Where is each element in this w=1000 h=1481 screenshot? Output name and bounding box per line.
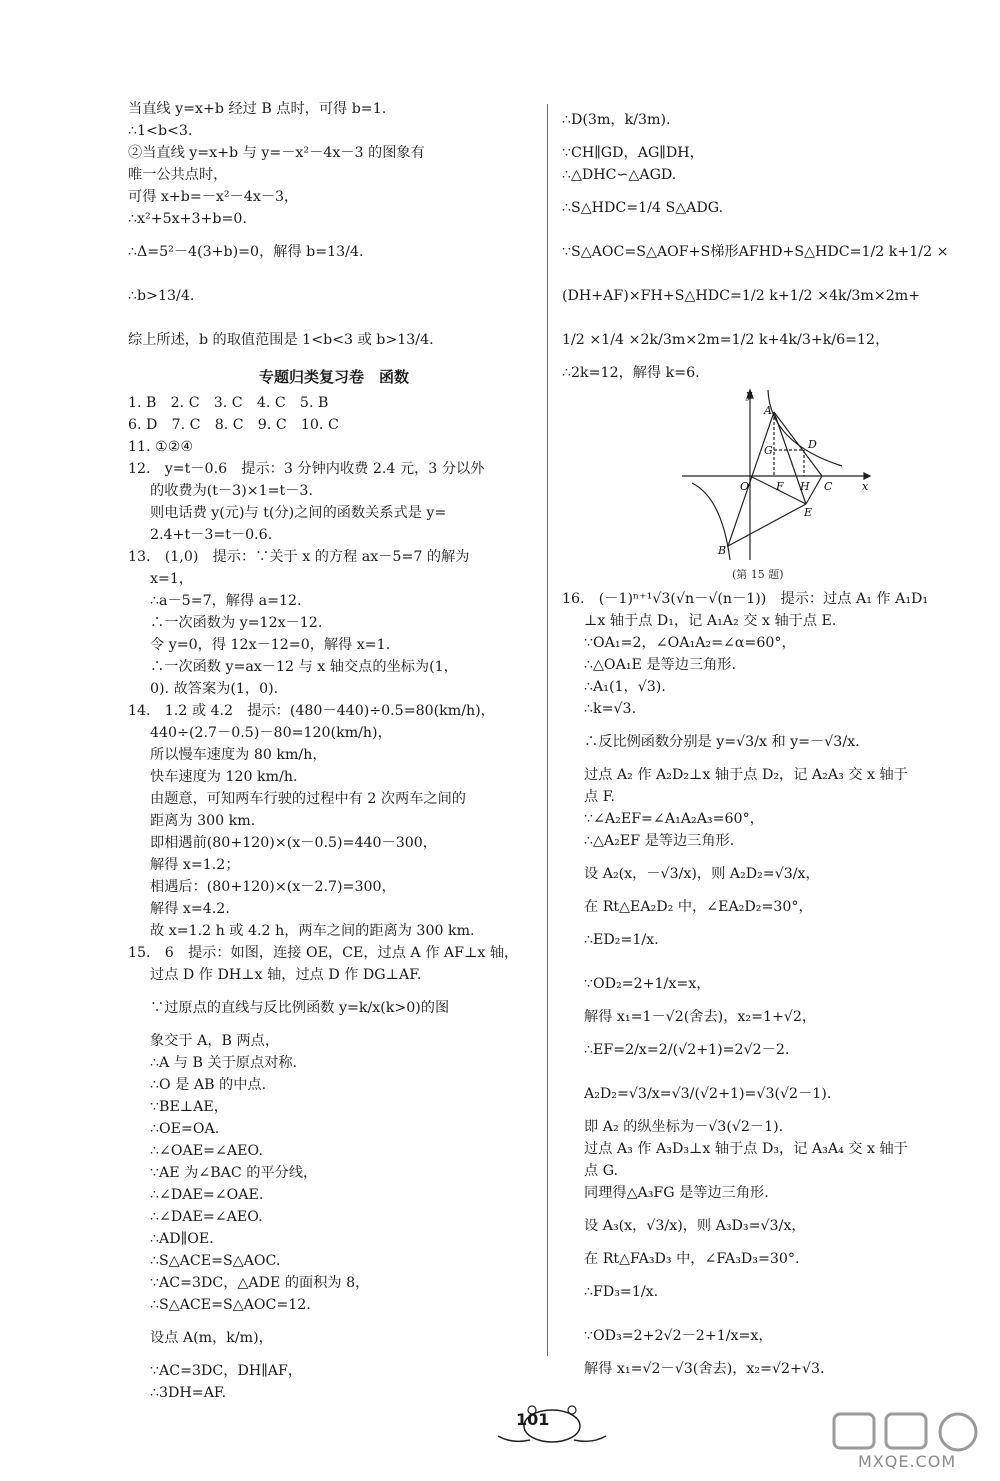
- answer-line: 11. ①②④: [128, 439, 194, 455]
- answer-line: ∴∠DAE=∠OAE.: [150, 1187, 264, 1203]
- label-F: F: [776, 480, 784, 493]
- answer-line: 解得 x=4.2.: [150, 901, 230, 917]
- text-line: 解得 x₁=1－√2(舍去)，x₂=1+√2，: [584, 1009, 817, 1025]
- text-line: ∴b>13/4.: [128, 288, 195, 304]
- text-line: 综上所述，b 的取值范围是 1<b<3 或 b>13/4.: [128, 332, 434, 348]
- watermark-icon: [830, 1410, 990, 1456]
- text-line: ∴k=√3.: [584, 701, 637, 717]
- answer-line: 13. (1,0) 提示：∵关于 x 的方程 ax－5=7 的解为: [128, 549, 470, 565]
- page-footer: [492, 1400, 612, 1450]
- answer-line: 2.4+t－3=t－0.6.: [150, 527, 273, 543]
- answer-line: ∵AE 为∠BAC 的平分线，: [150, 1165, 318, 1181]
- text-line: ∴FD₃=1/x.: [584, 1284, 659, 1300]
- text-line: ∵∠A₂EF=∠A₁A₂A₃=60°，: [584, 811, 764, 827]
- answer-line: 快车速度为 120 km/h.: [150, 769, 298, 785]
- answer-line: ∴a－5=7，解得 a=12.: [150, 593, 302, 609]
- answer-line: 相遇后：(80+120)×(x－2.7)=300，: [150, 879, 396, 895]
- page-number-ornament: [492, 1400, 612, 1450]
- answer-line: 令 y=0，得 12x－12=0，解得 x=1.: [150, 637, 391, 653]
- text-line: ⊥x 轴于点 D₁，记 A₁A₂ 交 x 轴于点 E.: [584, 613, 837, 629]
- text-line: 过点 A₂ 作 A₂D₂⊥x 轴于点 D₂，记 A₂A₃ 交 x 轴于: [584, 767, 908, 783]
- label-A: A: [764, 404, 772, 417]
- text-line: ∴D(3m，k/3m).: [562, 112, 671, 128]
- answer-line: 15. 6 提示：如图，连接 OE，CE，过点 A 作 AF⊥x 轴，: [128, 945, 519, 961]
- text-line: ∴Δ=5²－4(3+b)=0，解得 b=13/4.: [128, 244, 364, 260]
- answer-line: 12. y=t－0.6 提示：3 分钟内收费 2.4 元，3 分以外: [128, 461, 485, 477]
- label-x: x: [862, 480, 869, 493]
- text-line: 在 Rt△EA₂D₂ 中，∠EA₂D₂=30°，: [584, 899, 813, 915]
- text-line: 解得 x₁=√2－√3(舍去)，x₂=√2+√3.: [584, 1361, 825, 1377]
- answer-line: ∴∠DAE=∠AEO.: [150, 1209, 263, 1225]
- figure-svg: [682, 388, 872, 568]
- label-y: y: [746, 388, 753, 401]
- text-line: ∴S△HDC=1/4 S△ADG.: [562, 200, 724, 216]
- label-D: D: [808, 438, 817, 451]
- answer-line: ∴A 与 B 关于原点对称.: [150, 1055, 298, 1071]
- answer-line: ∵过原点的直线与反比例函数 y=k/x(k>0)的图: [150, 1000, 450, 1016]
- x-axis-arrow: [864, 473, 870, 479]
- text-line: ∵OD₂=2+1/x=x，: [584, 976, 711, 992]
- answer-line: ∴∠OAE=∠AEO.: [150, 1143, 263, 1159]
- text-line: ∴ED₂=1/x.: [584, 932, 659, 948]
- answer-line: ∴O 是 AB 的中点.: [150, 1077, 267, 1093]
- label-O: O: [740, 480, 750, 493]
- text-line: ∵OA₁=2，∠OA₁A₂=∠α=60°，: [584, 635, 796, 651]
- text-line: ∴x²+5x+3+b=0.: [128, 211, 247, 227]
- label-G: G: [764, 444, 773, 457]
- answer-line: 6. D 7. C 8. C 9. C 10. C: [128, 417, 339, 433]
- text-line: A₂D₂=√3/x=√3/(√2+1)=√3(√2－1).: [584, 1086, 832, 1102]
- label-B: B: [718, 544, 727, 557]
- right-column: [562, 98, 982, 1380]
- answer-line: 象交于 A，B 两点，: [150, 1033, 280, 1049]
- answer-line: x=1，: [150, 571, 194, 587]
- answer-line: ∴OE=OA.: [150, 1121, 220, 1137]
- text-line: 设 A₂(x，－√3/x)，则 A₂D₂=√3/x，: [584, 866, 820, 882]
- geometry-figure: [682, 388, 872, 588]
- answer-line: 设点 A(m，k/m)，: [150, 1330, 273, 1346]
- text-line: 过点 A₃ 作 A₃D₃⊥x 轴于点 D₃，记 A₃A₄ 交 x 轴于: [584, 1141, 908, 1157]
- answer-line: 故 x=1.2 h 或 4.2 h，两车之间的距离为 300 km.: [150, 923, 475, 939]
- page-number: 101: [516, 1410, 550, 1429]
- text-line: ∴反比例函数分别是 y=√3/x 和 y=－√3/x.: [584, 734, 860, 750]
- text-line: 设 A₃(x，√3/x)，则 A₃D₃=√3/x，: [584, 1218, 806, 1234]
- answer-line: 1. B 2. C 3. C 4. C 5. B: [128, 395, 329, 411]
- text-line: ∴2k=12，解得 k=6.: [562, 365, 700, 381]
- section-title: 专题归类复习卷 函数: [258, 368, 409, 386]
- answer-line: 440÷(2.7－0.5)－80=120(km/h)，: [150, 725, 392, 741]
- text-line: 在 Rt△FA₃D₃ 中，∠FA₃D₃=30°.: [584, 1251, 800, 1267]
- answer-line: ∵AC=3DC，△ADE 的面积为 8，: [150, 1275, 370, 1291]
- answer-line: ∵BE⊥AE，: [150, 1099, 228, 1115]
- answer-line: ∴3DH=AF.: [150, 1385, 227, 1401]
- text-line: ∴△OA₁E 是等边三角形.: [584, 657, 737, 673]
- figure-caption: (第 15 题): [732, 568, 784, 581]
- left-column: [128, 98, 540, 1404]
- answer-line: 所以慢车速度为 80 km/h，: [150, 747, 327, 763]
- line-AB: [728, 412, 774, 546]
- text-line: ∴1<b<3.: [128, 123, 193, 139]
- answer-line: ∴S△ACE=S△AOC=12.: [150, 1297, 311, 1313]
- text-line: 16. (－1)ⁿ⁺¹√3(√n－√(n－1)) 提示：过点 A₁ 作 A₁D₁: [562, 591, 929, 607]
- answer-line: ∴S△ACE=S△AOC.: [150, 1253, 281, 1269]
- answer-line: 解得 x=1.2；: [150, 857, 240, 873]
- label-E: E: [804, 506, 813, 519]
- text-line: 点 G.: [584, 1163, 619, 1179]
- text-line: 可得 x+b=－x²－4x－3，: [128, 189, 299, 205]
- answer-line: 则电话费 y(元)与 t(分)之间的函数关系式是 y=: [150, 505, 447, 521]
- watermark-text: MXQE.COM: [858, 1452, 957, 1471]
- text-line: 同理得△A₃FG 是等边三角形.: [584, 1185, 769, 1201]
- text-line: ∵OD₃=2+2√2－2+1/x=x，: [584, 1328, 773, 1344]
- text-line: ②当直线 y=x+b 与 y=－x²－4x－3 的图象有: [128, 145, 425, 161]
- answer-line: ∴AD∥OE.: [150, 1231, 214, 1247]
- answer-line: 的收费为(t－3)×1=t－3.: [150, 483, 313, 499]
- label-H: H: [800, 480, 810, 493]
- watermark-logo: [830, 1410, 990, 1474]
- answer-line: 即相遇前(80+120)×(x－0.5)=440－300，: [150, 835, 437, 851]
- text-line: ∴EF=2/x=2/(√2+1)=2√2－2.: [584, 1042, 790, 1058]
- text-line: 即 A₂ 的纵坐标为－√3(√2－1).: [584, 1119, 784, 1135]
- text-line: 唯一公共点时，: [128, 167, 228, 183]
- text-line: 点 F.: [584, 789, 615, 805]
- text-line: ∵S△AOC=S△AOF+S梯形AFHD+S△HDC=1/2 k+1/2 ×: [562, 244, 949, 260]
- text-line: 当直线 y=x+b 经过 B 点时，可得 b=1.: [128, 101, 387, 117]
- column-divider: [547, 104, 548, 1356]
- text-line: (DH+AF)×FH+S△HDC=1/2 k+1/2 ×4k/3m×2m+: [562, 288, 921, 304]
- text-line: 1/2 ×1/4 ×2k/3m×2m=1/2 k+4k/3+k/6=12，: [562, 332, 890, 348]
- answer-line: ∵AC=3DC，DH∥AF，: [150, 1363, 303, 1379]
- text-line: ∴A₁(1，√3).: [584, 679, 666, 695]
- answer-line: 0). 故答案为(1，0).: [150, 681, 279, 697]
- text-line: ∵CH∥GD，AG∥DH，: [562, 145, 704, 161]
- answer-line: ∴一次函数 y=ax－12 与 x 轴交点的坐标为(1，: [150, 659, 458, 675]
- label-C: C: [824, 480, 833, 493]
- answer-line: 14. 1.2 或 4.2 提示：(480－440)÷0.5=80(km/h)，: [128, 703, 495, 719]
- text-line: ∴△DHC∽△AGD.: [562, 167, 677, 183]
- answer-line: 由题意，可知两车行驶的过程中有 2 次两车之间的: [150, 791, 466, 807]
- answer-line: 过点 D 作 DH⊥x 轴，过点 D 作 DG⊥AF.: [150, 967, 422, 983]
- answer-line: ∴一次函数为 y=12x－12.: [150, 615, 323, 631]
- answer-line: 距离为 300 km.: [150, 813, 256, 829]
- text-line: ∴△A₂EF 是等边三角形.: [584, 833, 735, 849]
